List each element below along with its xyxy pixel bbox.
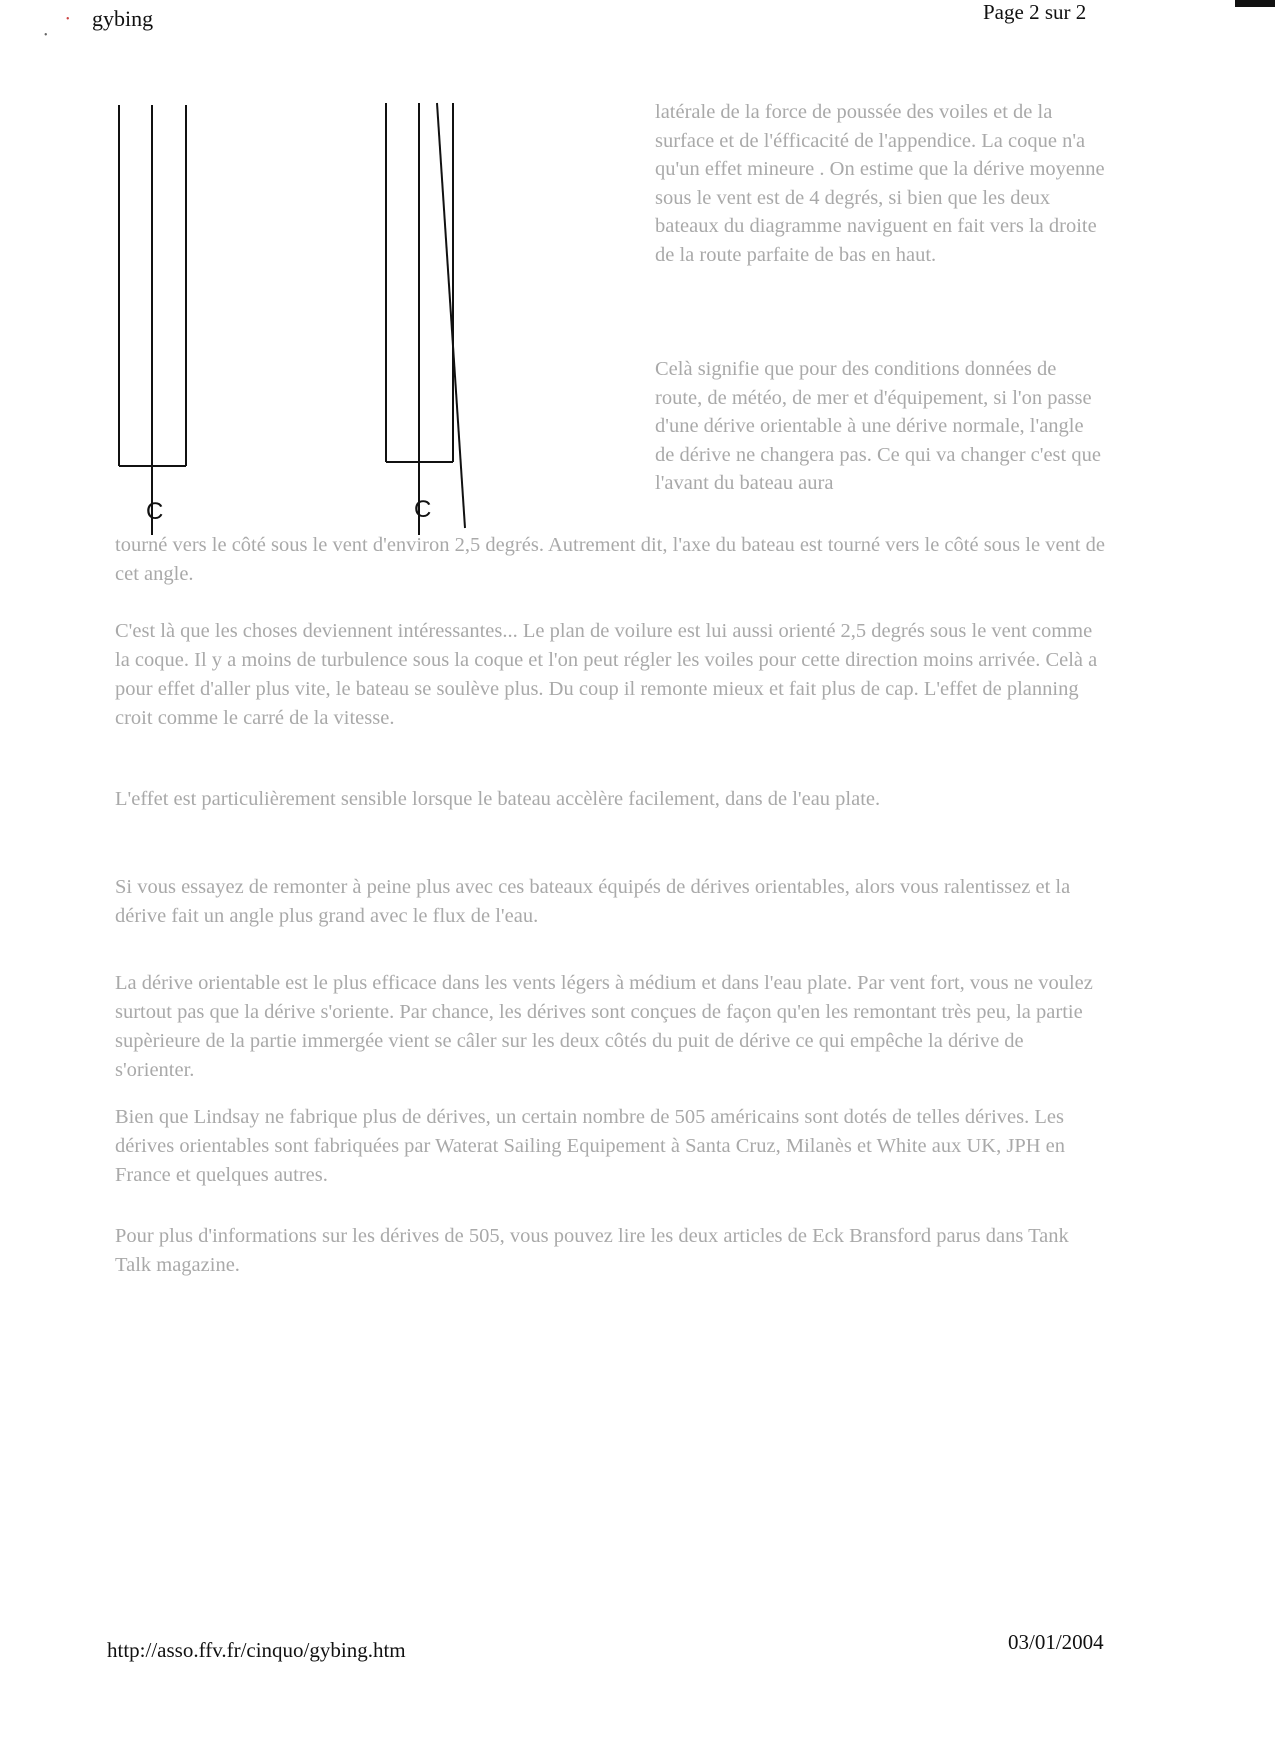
page-header-title: gybing — [92, 6, 154, 31]
paragraph-3: C'est là que les choses deviennent intéressantes... Le plan de voilure est lui aussi orienté 2,5 degrés sous le vent comme la coque. Il y a moins de turbulence sous la coque et l'on peut régler les voiles pour cette direction moins arrivée. Celà a pour effet d'aller plus vite, le bateau se soulève plus. Du coup il remonte mieux et fait plus de cap. L'effet de planning croit comme le carré de la vitesse. — [115, 620, 1098, 729]
page-number: Page 2 sur 2 — [983, 0, 1087, 24]
footer-date: 03/01/2004 — [1008, 1630, 1104, 1654]
diagram-label-right: C — [414, 496, 432, 523]
diagram-label-left: C — [146, 498, 164, 525]
paragraph-2-continuation: tourné vers le côté sous le vent d'environ 2,5 degrés. Autrement dit, l'axe du bateau est tourné vers le côté sous le vent de cet angle. — [115, 534, 1105, 585]
footer-url: http://asso.ffv.fr/cinquo/gybing.htm — [107, 1638, 406, 1662]
right-column-paragraph-1: latérale de la force de poussée des voiles et de la surface et de l'éfficacité de l'appendice. La coque n'a qu'un effet mineure . On estime que la dérive moyenne sous le vent est de 4 degrés, si bien que les deux bateaux du diagramme naviguent en fait vers la droite de la route parfaite de bas en haut. — [655, 101, 1105, 266]
scan-speck: • — [66, 14, 70, 25]
paragraph-7: Bien que Lindsay ne fabrique plus de dérives, un certain nombre de 505 américains sont dotés de telles dérives. Les dérives orientables sont fabriquées par Waterat Sailing Equipement à Santa Cruz, Milanès et White aux UK, JPH en France et quelques autres. — [115, 1106, 1066, 1186]
right-column-paragraph-2: Celà signifie que pour des conditions données de route, de météo, de mer et d'équipement, si l'on passe d'une dérive orientable à une dérive normale, l'angle de dérive ne changera pas. Ce qui va changer c'est que l'avant du bateau aura — [655, 358, 1101, 495]
boat-right-oriented-board — [437, 103, 465, 528]
paragraph-8: Pour plus d'informations sur les dérives de 505, vous pouvez lire les deux articles de Eck Bransford parus dans Tank Talk magazine. — [115, 1225, 1069, 1276]
scan-speck: • — [44, 30, 48, 41]
paragraph-4: L'effet est particulièrement sensible lorsque le bateau accèlère facilement, dans de l'eau plate. — [115, 788, 881, 810]
paragraph-5: Si vous essayez de remonter à peine plus avec ces bateaux équipés de dérives orientables, alors vous ralentissez et la dérive fait un angle plus grand avec le flux de l'eau. — [115, 876, 1071, 927]
drift-diagram — [0, 0, 1275, 600]
paragraph-6: La dérive orientable est le plus efficace dans les vents légers à médium et dans l'eau plate. Par vent fort, vous ne voulez surtout pas que la dérive s'oriente. Par chance, les dérives sont conçues de façon qu'en les remontant très peu, la partie supèrieure de la partie immergée vient se câler sur les deux côtés du puit de dérive ce qui empêche la dérive de s'orienter. — [115, 972, 1093, 1081]
